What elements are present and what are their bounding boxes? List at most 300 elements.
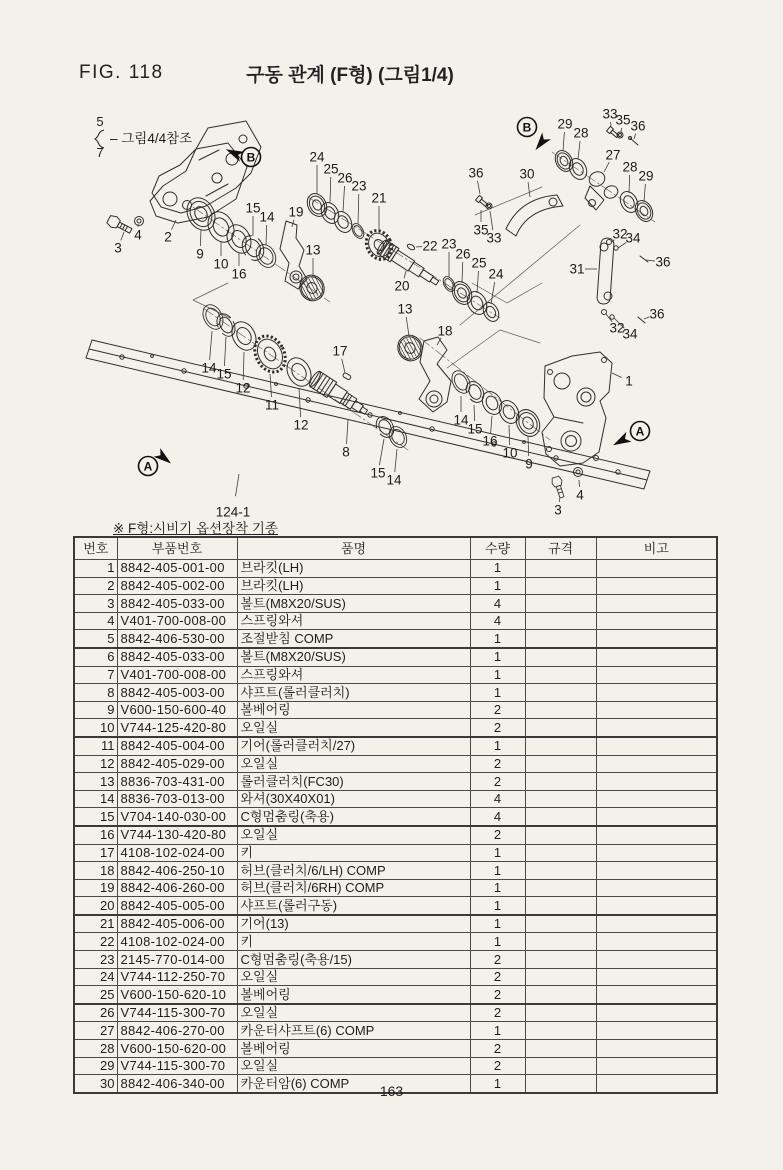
table-row: [74, 719, 717, 737]
callout-label: 24: [488, 266, 504, 282]
cell-rem: [596, 560, 717, 578]
table-row: [74, 1004, 717, 1022]
cell-qty: 1: [470, 862, 525, 880]
cell-name: 키: [237, 933, 470, 951]
cell-rem: [596, 630, 717, 648]
cell-spec: [525, 755, 596, 773]
cell-num: 5: [74, 630, 117, 648]
cell-rem: [596, 986, 717, 1004]
cell-name: 롤러클러치(FC30): [237, 773, 470, 791]
callout-label: 16: [231, 266, 247, 282]
cell-part: 8842-405-006-00: [117, 915, 237, 933]
table-row: [74, 862, 717, 880]
cell-name: 허브(클러치/6RH) COMP: [237, 879, 470, 897]
cell-spec: [525, 719, 596, 737]
cell-num: 2: [74, 577, 117, 595]
cell-num: 20: [74, 897, 117, 915]
cell-name: 오일실: [237, 1057, 470, 1075]
callout-label: 32: [612, 226, 628, 242]
callout-label: 4: [134, 227, 142, 243]
callout-label: 1: [625, 373, 633, 389]
cell-spec: [525, 968, 596, 986]
cell-rem: [596, 897, 717, 915]
cell-part: V744-112-250-70: [117, 968, 237, 986]
table-row: [74, 560, 717, 578]
col-header: 품명: [237, 537, 470, 560]
cell-part: 8836-703-431-00: [117, 773, 237, 791]
cell-qty: 1: [470, 933, 525, 951]
cell-spec: [525, 666, 596, 684]
cell-name: 오일실: [237, 826, 470, 844]
cell-num: 11: [74, 737, 117, 755]
col-header: 번호: [74, 537, 117, 560]
cell-rem: [596, 951, 717, 969]
cell-rem: [596, 915, 717, 933]
ring-part: [512, 405, 545, 440]
cell-num: 25: [74, 986, 117, 1004]
callout-label: 22: [422, 238, 438, 254]
cell-num: 21: [74, 915, 117, 933]
cell-spec: [525, 773, 596, 791]
cell-rem: [596, 755, 717, 773]
cell-name: C형멈춤링(축용): [237, 808, 470, 826]
cell-rem: [596, 1057, 717, 1075]
bolt-shape: [551, 476, 567, 499]
cell-part: 8842-406-340-00: [117, 1075, 237, 1093]
view-letter: A: [635, 424, 645, 439]
cell-part: V704-140-030-00: [117, 808, 237, 826]
cell-part: V744-125-420-80: [117, 719, 237, 737]
cell-rem: [596, 773, 717, 791]
cell-name: 키: [237, 844, 470, 862]
callout-label: 16: [482, 433, 498, 449]
callout-label: 33: [602, 106, 618, 122]
washer-shape: [574, 468, 583, 477]
ring-part: [463, 379, 487, 406]
cell-part: 8842-405-002-00: [117, 577, 237, 595]
callout-label: 25: [323, 161, 339, 177]
cell-qty: 1: [470, 666, 525, 684]
cell-rem: [596, 648, 717, 666]
key-17-shape: [342, 372, 351, 380]
cell-name: 오일실: [237, 755, 470, 773]
key-22-shape: [406, 243, 415, 251]
cell-part: V401-700-008-00: [117, 666, 237, 684]
small-fasteners: [476, 126, 648, 323]
cell-spec: [525, 737, 596, 755]
cell-num: 19: [74, 879, 117, 897]
callout-label: 34: [625, 230, 641, 246]
cell-qty: 2: [470, 968, 525, 986]
cell-spec: [525, 790, 596, 808]
table-header-row: [74, 537, 717, 560]
cell-qty: 2: [470, 755, 525, 773]
ref-item-bottom: 7: [96, 145, 104, 160]
callout-label: 36: [630, 118, 646, 134]
ring-part: [318, 200, 342, 227]
rings-and-gears: [182, 148, 657, 451]
callout-label: 12: [235, 380, 251, 396]
table-row: [74, 701, 717, 719]
cell-name: 볼트(M8X20/SUS): [237, 648, 470, 666]
cell-part: 8836-703-013-00: [117, 790, 237, 808]
cell-part: 8842-405-033-00: [117, 595, 237, 613]
ring-part: [350, 222, 366, 241]
table-row: [74, 755, 717, 773]
cell-qty: 4: [470, 595, 525, 613]
cell-rem: [596, 968, 717, 986]
cell-name: 볼베어링: [237, 1040, 470, 1058]
cell-part: 8842-405-003-00: [117, 684, 237, 702]
cell-num: 10: [74, 719, 117, 737]
cell-part: V401-700-008-00: [117, 612, 237, 630]
col-header: 부품번호: [117, 537, 237, 560]
callout-label: 36: [655, 254, 671, 270]
table-row: [74, 951, 717, 969]
cell-rem: [596, 808, 717, 826]
callout-label: 17: [332, 343, 348, 359]
cell-rem: [596, 701, 717, 719]
cell-qty: 2: [470, 773, 525, 791]
crank-27-shape: [585, 169, 620, 210]
callout-label: 15: [370, 465, 386, 481]
cell-qty: 1: [470, 577, 525, 595]
view-letter: A: [143, 459, 153, 474]
cell-spec: [525, 986, 596, 1004]
callout-label: 15: [216, 366, 232, 382]
ring-part: [203, 207, 239, 247]
cell-spec: [525, 595, 596, 613]
cell-spec: [525, 1057, 596, 1075]
callout-label: 24: [309, 149, 325, 165]
cell-name: 조절받침 COMP: [237, 630, 470, 648]
cell-part: V600-150-620-00: [117, 1040, 237, 1058]
cell-qty: 4: [470, 808, 525, 826]
cell-qty: 2: [470, 719, 525, 737]
cell-rem: [596, 826, 717, 844]
ref-item-top: 5: [96, 114, 104, 129]
cell-num: 13: [74, 773, 117, 791]
cell-spec: [525, 915, 596, 933]
cell-name: 브라킷(LH): [237, 577, 470, 595]
cell-spec: [525, 933, 596, 951]
ring-part: [386, 424, 410, 451]
table-row: [74, 612, 717, 630]
cell-qty: 2: [470, 1057, 525, 1075]
table-row: [74, 1040, 717, 1058]
cell-part: V600-150-600-40: [117, 701, 237, 719]
table-row: [74, 666, 717, 684]
cell-spec: [525, 1022, 596, 1040]
cell-num: 3: [74, 595, 117, 613]
cell-num: 8: [74, 684, 117, 702]
curved-arm-30-shape: [506, 195, 563, 236]
cell-part: 2145-770-014-00: [117, 951, 237, 969]
cell-qty: 2: [470, 1040, 525, 1058]
cell-qty: 1: [470, 648, 525, 666]
callout-label: 21: [371, 190, 387, 206]
cell-num: 4: [74, 612, 117, 630]
callout-label: 9: [525, 456, 533, 472]
callout-label: 29: [557, 116, 573, 132]
cell-spec: [525, 826, 596, 844]
cell-qty: 1: [470, 1022, 525, 1040]
page-number: 163: [379, 1083, 404, 1099]
housing-1-shape: [542, 352, 612, 466]
callout-label: 2: [164, 229, 172, 245]
cell-part: 8842-406-250-10: [117, 862, 237, 880]
callout-label: 35: [473, 222, 489, 238]
callout-label: 13: [397, 301, 413, 317]
cell-spec: [525, 862, 596, 880]
cell-part: 8842-405-029-00: [117, 755, 237, 773]
callout-label: 20: [394, 278, 410, 294]
callout-label: 124-1: [215, 504, 251, 520]
cell-part: 8842-406-530-00: [117, 630, 237, 648]
cell-spec: [525, 808, 596, 826]
ring-part: [295, 271, 328, 305]
callout-label: 18: [437, 323, 453, 339]
cell-qty: 2: [470, 1004, 525, 1022]
cell-rem: [596, 790, 717, 808]
cell-name: 오일실: [237, 719, 470, 737]
cell-part: 8842-406-260-00: [117, 879, 237, 897]
ref-note: – 그림4/4참조: [110, 131, 193, 146]
hub-arm-18-shape: [419, 337, 451, 412]
col-header: 규격: [525, 537, 596, 560]
callout-label: 10: [213, 256, 229, 272]
table-row: [74, 684, 717, 702]
cell-name: 스프링와셔: [237, 666, 470, 684]
cell-name: 볼베어링: [237, 701, 470, 719]
cell-num: 14: [74, 790, 117, 808]
cell-spec: [525, 630, 596, 648]
cell-qty: 1: [470, 844, 525, 862]
table-row: [74, 630, 717, 648]
callout-label: 15: [245, 200, 261, 216]
cell-qty: 2: [470, 986, 525, 1004]
cell-rem: [596, 844, 717, 862]
cell-spec: [525, 951, 596, 969]
callout-label: 27: [605, 147, 621, 163]
cell-rem: [596, 577, 717, 595]
callout-label: 31: [569, 261, 585, 277]
cell-name: 와셔(30X40X01): [237, 790, 470, 808]
ring-part: [566, 156, 590, 183]
cell-qty: 4: [470, 790, 525, 808]
callout-label: 3: [114, 240, 122, 256]
cell-num: 7: [74, 666, 117, 684]
callout-label: 23: [441, 236, 457, 252]
callout-label: 29: [638, 168, 654, 184]
diagram-drawing: [0, 0, 783, 540]
cell-rem: [596, 666, 717, 684]
cell-spec: [525, 897, 596, 915]
table-row: [74, 915, 717, 933]
cell-name: 볼베어링: [237, 986, 470, 1004]
cell-num: 27: [74, 1022, 117, 1040]
table-row: [74, 844, 717, 862]
callout-label: 19: [288, 204, 304, 220]
ring-part: [252, 241, 279, 271]
table-row: [74, 1022, 717, 1040]
cell-num: 12: [74, 755, 117, 773]
figure-number: FIG. 118: [79, 62, 164, 83]
cell-num: 30: [74, 1075, 117, 1093]
callout-label: 28: [573, 125, 589, 141]
cell-part: V744-115-300-70: [117, 1057, 237, 1075]
cell-num: 22: [74, 933, 117, 951]
cell-part: 4108-102-024-00: [117, 933, 237, 951]
cell-spec: [525, 1040, 596, 1058]
view-letter: B: [246, 150, 256, 165]
cell-rem: [596, 879, 717, 897]
cell-spec: [525, 577, 596, 595]
cell-qty: 1: [470, 915, 525, 933]
cell-spec: [525, 879, 596, 897]
callout-label: 4: [576, 487, 584, 503]
ring-part: [331, 209, 355, 236]
cell-qty: 2: [470, 701, 525, 719]
callout-label: 36: [649, 306, 665, 322]
cell-qty: 1: [470, 1075, 525, 1093]
bolt-shape: [106, 214, 134, 236]
exploded-parts-diagram: [0, 0, 783, 540]
callout-label: 23: [351, 178, 367, 194]
table-row: [74, 648, 717, 666]
col-header: 수량: [470, 537, 525, 560]
ring-part: [393, 331, 426, 365]
cell-name: 오일실: [237, 1004, 470, 1022]
cell-qty: 1: [470, 879, 525, 897]
callout-label: 33: [486, 230, 502, 246]
cell-num: 18: [74, 862, 117, 880]
table-row: [74, 1057, 717, 1075]
cell-part: 8842-405-004-00: [117, 737, 237, 755]
cell-rem: [596, 1022, 717, 1040]
cell-rem: [596, 737, 717, 755]
callout-label: 14: [453, 412, 469, 428]
cell-spec: [525, 612, 596, 630]
callout-label: 36: [468, 165, 484, 181]
ring-part: [303, 190, 330, 220]
cell-rem: [596, 684, 717, 702]
table-row: [74, 737, 717, 755]
cell-rem: [596, 612, 717, 630]
callout-label: 34: [622, 326, 638, 342]
cell-name: 기어(13): [237, 915, 470, 933]
callout-label: 32: [609, 320, 625, 336]
cell-part: 8842-405-033-00: [117, 648, 237, 666]
cell-name: 브라킷(LH): [237, 560, 470, 578]
cell-qty: 1: [470, 684, 525, 702]
cell-spec: [525, 648, 596, 666]
table-row: [74, 986, 717, 1004]
cell-name: 볼트(M8X20/SUS): [237, 595, 470, 613]
cell-num: 15: [74, 808, 117, 826]
cell-name: 샤프트(롤러구동): [237, 897, 470, 915]
cell-spec: [525, 1004, 596, 1022]
cell-rem: [596, 933, 717, 951]
cell-qty: 2: [470, 951, 525, 969]
cell-qty: 1: [470, 737, 525, 755]
view-arrow-icon: [610, 432, 631, 450]
callout-label: 35: [615, 112, 631, 128]
plate-31-shape: [597, 238, 615, 305]
table-row: [74, 808, 717, 826]
cell-spec: [525, 684, 596, 702]
rail-124-1-shape: [86, 340, 650, 489]
col-header: 비고: [596, 537, 717, 560]
table-row: [74, 595, 717, 613]
callout-label: 3: [554, 502, 562, 518]
view-letter: B: [522, 120, 532, 135]
cell-num: 17: [74, 844, 117, 862]
callout-label: 26: [337, 170, 353, 186]
callout-label: 14: [386, 472, 402, 488]
table-row: [74, 773, 717, 791]
callout-label: 25: [471, 255, 487, 271]
view-arrow-icon: [531, 133, 551, 154]
callout-label: 26: [455, 246, 471, 262]
table-row: [74, 879, 717, 897]
cell-name: 스프링와셔: [237, 612, 470, 630]
callout-label: 14: [259, 209, 275, 225]
table-row: [74, 577, 717, 595]
cell-qty: 1: [470, 630, 525, 648]
callout-label: 13: [305, 242, 321, 258]
ring-part: [361, 226, 396, 264]
parts-note: ※ F형:시비기 옵션장착 기종: [113, 521, 278, 536]
cell-rem: [596, 719, 717, 737]
cell-num: 6: [74, 648, 117, 666]
table-row: [74, 790, 717, 808]
cell-part: V600-150-620-10: [117, 986, 237, 1004]
cell-spec: [525, 701, 596, 719]
cell-num: 9: [74, 701, 117, 719]
callout-label: 9: [196, 246, 204, 262]
cell-name: 기어(롤러클러치/27): [237, 737, 470, 755]
table-row: [74, 968, 717, 986]
cell-part: 8842-405-001-00: [117, 560, 237, 578]
cell-part: V744-115-300-70: [117, 1004, 237, 1022]
cell-part: 4108-102-024-00: [117, 844, 237, 862]
table-row: [74, 897, 717, 915]
ring-part: [552, 148, 576, 175]
table-row: [74, 933, 717, 951]
cell-rem: [596, 1004, 717, 1022]
cell-qty: 1: [470, 560, 525, 578]
cell-num: 24: [74, 968, 117, 986]
cell-name: C형멈춤링(축용/15): [237, 951, 470, 969]
callout-labels: [95, 107, 671, 520]
ring-part: [182, 193, 221, 235]
page-title: 구동 관계 (F형) (그림1/4): [246, 65, 454, 86]
cell-spec: [525, 560, 596, 578]
callout-label: 15: [467, 421, 483, 437]
cell-num: 1: [74, 560, 117, 578]
cell-num: 26: [74, 1004, 117, 1022]
cell-rem: [596, 595, 717, 613]
cell-num: 28: [74, 1040, 117, 1058]
table-row: [74, 826, 717, 844]
cell-spec: [525, 844, 596, 862]
cell-name: 카운터암(6) COMP: [237, 1075, 470, 1093]
cell-rem: [596, 1040, 717, 1058]
cell-part: 8842-406-270-00: [117, 1022, 237, 1040]
callout-label: 28: [622, 159, 638, 175]
callout-label: 14: [201, 360, 217, 376]
